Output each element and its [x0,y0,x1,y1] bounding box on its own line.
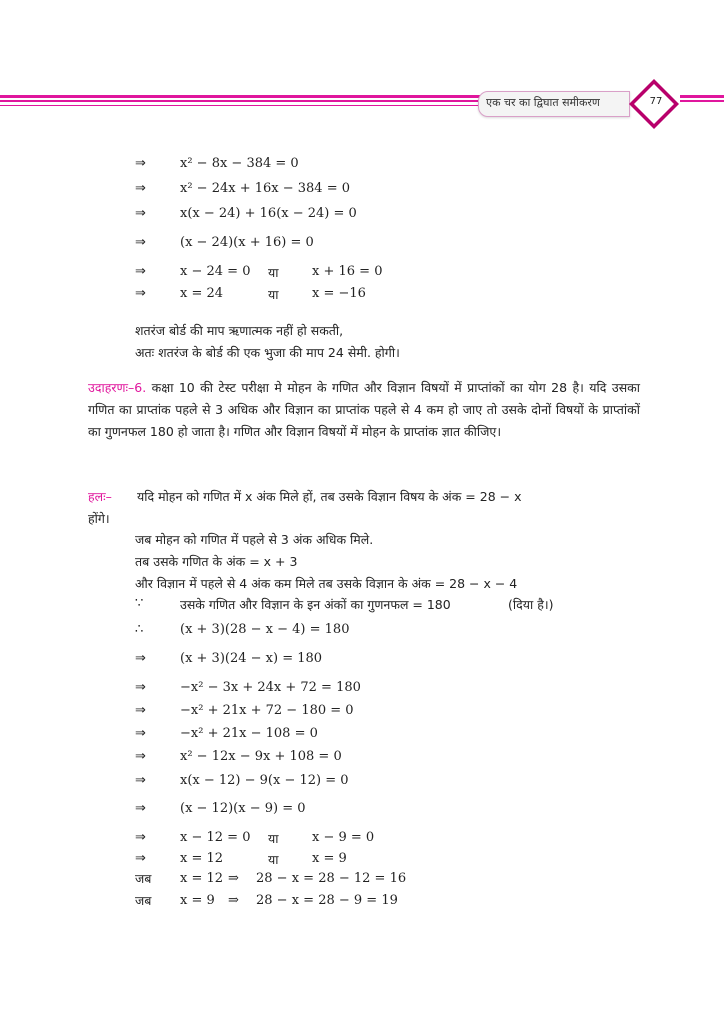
implies-arrow: ⇒ [135,773,146,788]
equation-left: x = 24 [180,286,224,301]
implies-arrow: ⇒ [135,726,146,741]
therefore-symbol: ∴ [135,622,144,637]
equation-left: x = 9 [180,893,215,908]
equation-line: −x² + 21x − 108 = 0 [180,726,318,741]
implies-arrow: ⇒ [135,206,146,221]
given-note: (दिया है।) [508,597,554,612]
equation-right: 28 − x = 28 − 12 = 16 [256,871,407,886]
equation-line: x² − 12x − 9x + 108 = 0 [180,749,342,764]
implies-arrow: ⇒ [135,235,146,250]
implies-arrow: ⇒ [135,801,146,816]
because-text: उसके गणित और विज्ञान के इन अंकों का गुणनफल = 180 [180,597,451,612]
equation-line: (x − 24)(x + 16) = 0 [180,235,314,250]
implies-arrow: ⇒ [135,680,146,695]
equation-line: (x + 3)(28 − x − 4) = 180 [180,622,350,637]
conclusion-line: अतः शतरंज के बोर्ड की एक भुजा की माप 24 सेमी. होगी। [135,345,400,360]
equation-left: x − 12 = 0 [180,830,251,845]
or-word: या [268,265,279,280]
solution-line: होंगे। [88,511,110,526]
equation-line: −x² + 21x + 72 − 180 = 0 [180,703,354,718]
implies-arrow: ⇒ [135,703,146,718]
page-number: 77 [649,96,663,107]
equation-line: x² − 24x + 16x − 384 = 0 [180,181,351,196]
or-word: या [268,287,279,302]
implies-arrow: ⇒ [135,651,146,666]
equation-line: (x − 12)(x − 9) = 0 [180,801,306,816]
implies-arrow: ⇒ [135,286,146,301]
implies-arrow: ⇒ [135,264,146,279]
equation-right: x = −16 [312,286,366,301]
when-label: जब [135,893,152,908]
conclusion-line: शतरंज बोर्ड की माप ऋणात्मक नहीं हो सकती, [135,323,344,338]
solution-line: तब उसके गणित के अंक = x + 3 [135,554,298,569]
implies-arrow: ⇒ [135,830,146,845]
equation-line: x(x − 24) + 16(x − 24) = 0 [180,206,357,221]
solution-line: जब मोहन को गणित में पहले से 3 अंक अधिक मिले. [135,532,374,547]
equation-line: −x² − 3x + 24x + 72 = 180 [180,680,361,695]
equation-line: x² − 8x − 384 = 0 [180,156,299,171]
equation-right: 28 − x = 28 − 9 = 19 [256,893,398,908]
implies-arrow: ⇒ [135,156,146,171]
when-label: जब [135,871,152,886]
equation-left: x − 24 = 0 [180,264,251,279]
equation-line: x(x − 12) − 9(x − 12) = 0 [180,773,349,788]
or-word: या [268,831,279,846]
equation-right: x = 9 [312,851,347,866]
or-word: या [268,852,279,867]
chapter-title: एक चर का द्विघात समीकरण [486,96,600,109]
solution-line: यदि मोहन को गणित में x अंक मिले हों, तब उसके विज्ञान विषय के अंक = 28 − x [137,489,522,504]
equation-right: x + 16 = 0 [312,264,383,279]
because-symbol: ∵ [135,596,144,611]
implies-arrow: ⇒ [228,871,239,886]
implies-arrow: ⇒ [228,893,239,908]
example-paragraph [88,377,640,443]
equation-left: x = 12 [180,871,224,886]
equation-right: x − 9 = 0 [312,830,375,845]
equation-line: (x + 3)(24 − x) = 180 [180,651,323,666]
solution-line: और विज्ञान में पहले से 4 अंक कम मिले तब उसके विज्ञान के अंक = 28 − x − 4 [135,576,518,591]
implies-arrow: ⇒ [135,181,146,196]
implies-arrow: ⇒ [135,749,146,764]
implies-arrow: ⇒ [135,851,146,866]
example-label: उदाहरणः–6. [88,380,147,395]
equation-left: x = 12 [180,851,224,866]
example-text: कक्षा 10 की टेस्ट परीक्षा मे मोहन के गणित और विज्ञान विषयों में प्राप्तांकों का योग 28 है। यदि उसका गणित का प्राप्तांक पहले से 3 अधिक और विज्ञान का प्राप्तांक पहले से 4 कम हो जाए तो उसके दोनों विषयों के प्राप्तांकों का गुणनफल 180 हो जाता है। गणित और विज्ञान विषयों में मोहन के प्राप्तांक ज्ञात कीजिए। [88,380,640,439]
solution-label: हलः– [88,489,112,504]
